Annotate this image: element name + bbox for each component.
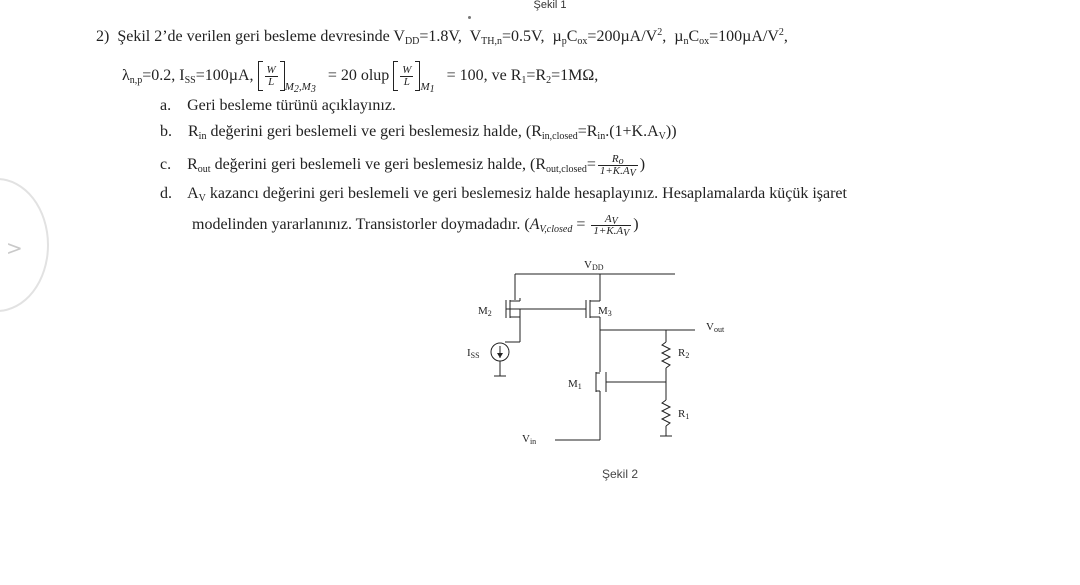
item-a-letter: a. [160,97,172,114]
chevron-right-icon[interactable]: > [6,236,23,260]
vout-label: Vout [706,321,725,334]
item-c-text: değerini geri beslemeli ve geri beslemesiz halde, (R [214,156,546,173]
r2-resistor [662,342,670,368]
wl1-equation: = 100, ve R [446,67,522,84]
figure-2-caption: Şekil 2 [601,467,639,481]
item-d-letter: d. [160,185,172,202]
vdd-label: VDD [584,259,604,272]
r1-label: R1 [678,408,690,421]
problem-line-1: 2) Şekil 2’de verilen geri besleme devresinde $V_{DD}=1.8V$, $V_{TH,n}=0.5V$, $\mu_pC_{ox}=200\mu A/V^2$, $\mu_nC_{ox}=100\mu A/V^2$, [96,27,788,47]
problem-line-2: $\lambda_{n,p}=0.2$, $I_{SS}=100\mu A$, $\frac{W}{L}$ $_{M_2,M_3}$ = 20 olup $\frac{W}{L}$ $_{M_1}$ = 100, ve $R_1=R_2=1M\Omega$, [122,58,598,94]
item-d-text-1: kazancı değerini geri beslemeli ve geri beslemesiz halde hesaplayınız. Hesaplamalarda küçük işaret [209,185,847,202]
vin-label: Vin [522,433,537,446]
m3-label: M3 [598,305,612,318]
item-d-text-2: modelinden yararlanınız. Transistorler doymadadır. ( [192,216,530,233]
r2-label: R2 [678,347,690,360]
wl-fraction-2: $\frac{W}{L}$ [402,63,412,88]
m1-label: M1 [568,378,582,391]
m2-label: M2 [478,305,492,318]
item-a-text: Geri besleme türünü açıklayınız. [187,97,396,114]
wl23-equation: = 20 olup [327,67,390,84]
item-d-line-1: d. $A_V$ kazancı değerini geri beslemeli ve geri beslemesiz halde hesaplayınız. Hesaplamalarda küçük işaret [160,185,847,204]
wl-fraction: $\frac{W}{L}$ [266,63,276,88]
vdd-value: =1.8V, [419,28,462,45]
iss-arrow-head [497,353,503,358]
problem-number: 2) [96,28,110,45]
item-c: c. $R_{out}$ değerini geri beslemeli ve geri beslemesiz halde, ($R_{out,closed}=$ $\frac{R_o}{1+K.A_V}$ ) [160,152,646,179]
item-c-letter: c. [160,156,172,173]
r1-resistor [662,400,670,426]
upcox-value: =200µA/V [587,28,658,45]
item-b-text: değerini geri beslemeli ve geri beslemesiz halde, (R [210,123,542,140]
uncox-value: =100µA/V [709,28,779,45]
item-d-line-2: modelinden yararlanınız. Transistorler doymadadır. ($A_{V,closed}$ = $\frac{A_V}{1+K.A_V}$ ) [192,212,639,239]
vth-value: =0.5V, [502,28,545,45]
lambda-value: =0.2, I [142,67,185,84]
item-b: b. $R_{in}$ değerini geri beslemeli ve geri beslemesiz halde, $(R_{in,closed}=R_{in}.(1+K.A_V))$ [160,123,677,142]
iss-value: =100µA, [195,67,254,84]
av-fraction: $\frac{A_V}{1+K.A_V}$ [593,212,630,239]
r-value: =1MΩ, [551,67,599,84]
rout-fraction: $\frac{R_o}{1+K.A_V}$ [599,152,636,179]
figure-1-caption: Şekil 1 [533,0,567,11]
iss-label: ISS [467,347,480,360]
item-b-letter: b. [160,123,172,140]
problem-intro: Şekil 2’de verilen geri besleme devresinde [117,28,390,45]
